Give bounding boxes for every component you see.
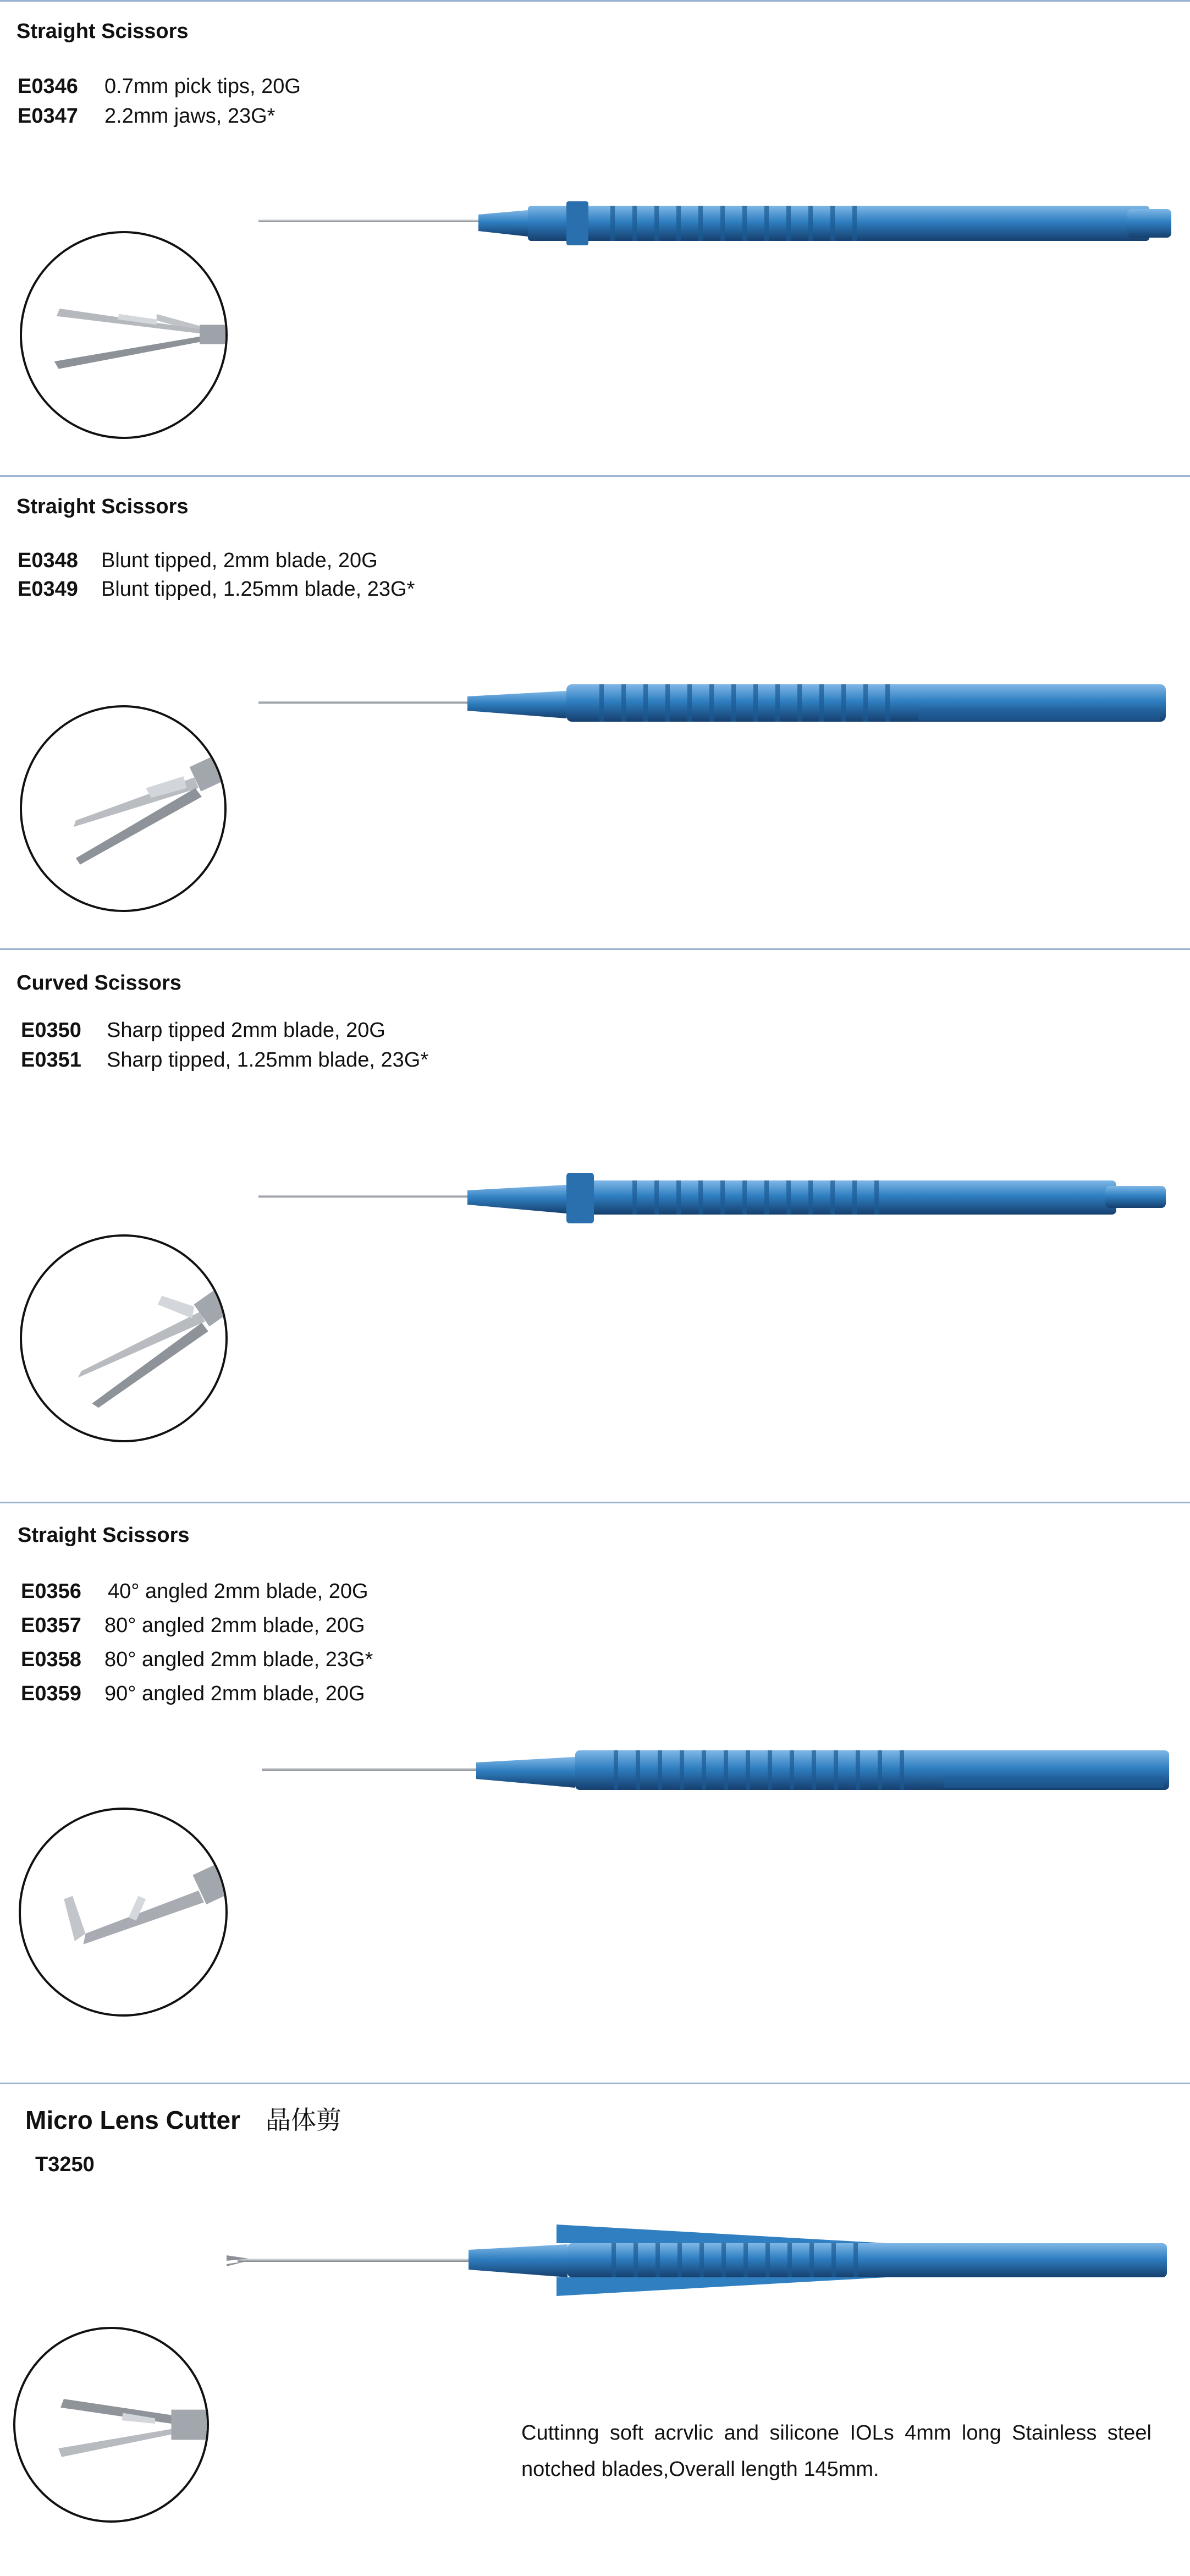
product-desc: 80° angled 2mm blade, 23G* xyxy=(104,1648,373,1671)
list-item xyxy=(21,1648,373,1672)
tip-detail-loupe xyxy=(13,2327,209,2523)
product-code: E0350 xyxy=(21,1019,81,1042)
product-code-text: T3250 xyxy=(35,2153,95,2176)
tip-detail-loupe xyxy=(20,231,228,439)
section-3-title: Curved Scissors xyxy=(16,971,181,995)
list-item xyxy=(21,1614,365,1638)
divider-top xyxy=(0,0,1190,2)
tip-detail-loupe xyxy=(20,1234,228,1442)
section-5-title xyxy=(25,2100,341,2136)
product-desc: 40° angled 2mm blade, 20G xyxy=(108,1580,368,1603)
product-code: E0357 xyxy=(21,1614,81,1637)
divider xyxy=(0,2083,1190,2084)
list-item xyxy=(21,1048,428,1072)
product-code: E0358 xyxy=(21,1648,81,1671)
product-desc: 90° angled 2mm blade, 20G xyxy=(104,1682,365,1705)
straight-scissors-instrument-image xyxy=(258,198,1177,259)
divider xyxy=(0,475,1190,477)
angled-scissors-instrument-image xyxy=(262,1744,1175,1804)
product-desc: Blunt tipped, 2mm blade, 20G xyxy=(101,549,378,572)
product-code: E0349 xyxy=(18,578,78,601)
product-desc: 80° angled 2mm blade, 20G xyxy=(104,1614,365,1637)
product-note: Cuttinng soft acrvlic and silicone IOLs 4mm long Stainless steel notched blades,Overall length 145mm. xyxy=(521,2421,1152,2481)
list-item xyxy=(18,105,275,128)
product-code: E0356 xyxy=(21,1580,81,1603)
straight-scissors-instrument-image xyxy=(258,677,1171,732)
list-item xyxy=(21,1682,365,1706)
curved-scissors-instrument-image xyxy=(258,1169,1171,1230)
divider xyxy=(0,1502,1190,1503)
product-desc: Blunt tipped, 1.25mm blade, 23G* xyxy=(101,578,415,601)
tip-detail-loupe xyxy=(20,705,227,912)
list-item xyxy=(21,1580,368,1603)
product-desc: Sharp tipped, 1.25mm blade, 23G* xyxy=(107,1048,429,1072)
product-code: E0346 xyxy=(18,75,78,98)
section-4-title: Straight Scissors xyxy=(18,1524,190,1547)
product-code: E0347 xyxy=(18,105,78,128)
product-code: E0348 xyxy=(18,549,78,572)
list-item xyxy=(18,75,301,98)
chinese-title: 晶体剪 xyxy=(266,2105,342,2135)
list-item xyxy=(18,578,415,601)
tip-detail-loupe xyxy=(19,1808,228,2017)
section-2-title: Straight Scissors xyxy=(16,495,189,518)
product-desc: 0.7mm pick tips, 20G xyxy=(104,75,301,98)
product-code xyxy=(35,2153,122,2177)
product-desc: 2.2mm jaws, 23G* xyxy=(104,105,276,128)
micro-lens-cutter-instrument-image xyxy=(227,2225,1172,2296)
list-item xyxy=(18,549,378,573)
list-item xyxy=(21,1019,385,1042)
product-code: E0351 xyxy=(21,1048,81,1072)
divider xyxy=(0,948,1190,950)
product-code: E0359 xyxy=(21,1682,81,1705)
section-1-title: Straight Scissors xyxy=(16,20,189,43)
product-desc: Sharp tipped 2mm blade, 20G xyxy=(107,1019,385,1042)
micro-lens-cutter-title: Micro Lens Cutter xyxy=(25,2106,241,2134)
